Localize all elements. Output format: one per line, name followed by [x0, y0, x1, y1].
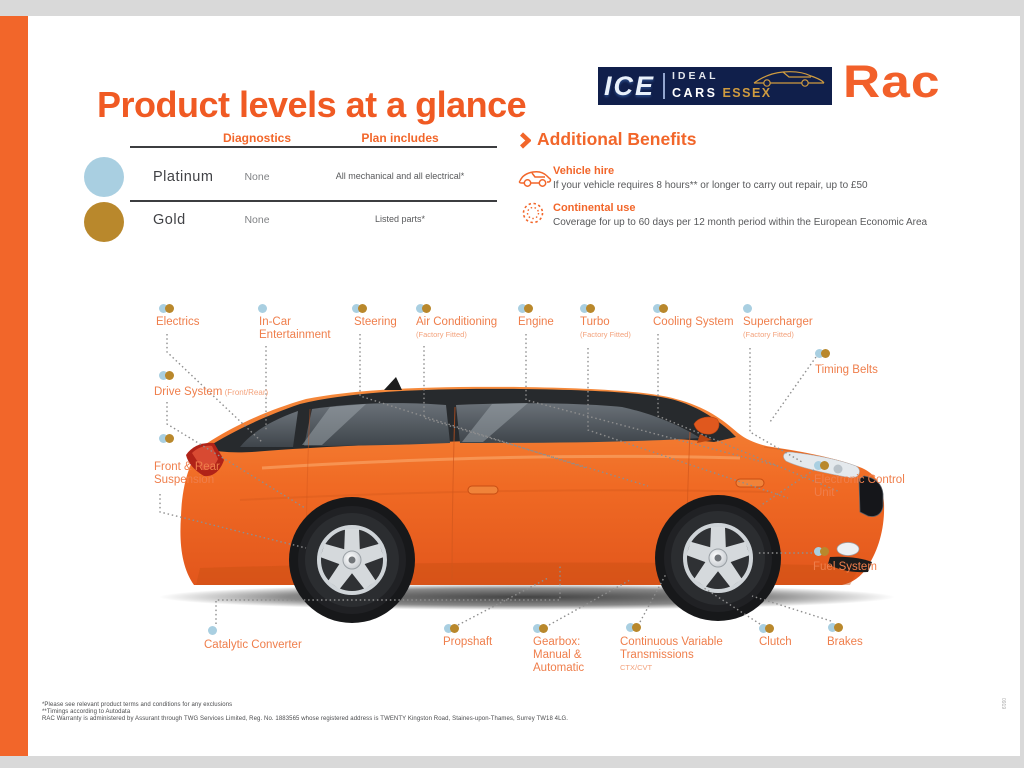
- benefit-title-continental-use: Continental use: [553, 202, 636, 214]
- part-name: Supercharger: [743, 316, 813, 328]
- part-label-timing-belts: [815, 364, 905, 377]
- part-label-electrics: [156, 316, 246, 329]
- part-sub-label: (Factory Fitted): [416, 330, 467, 339]
- part-sub-label: (Factory Fitted): [743, 330, 794, 339]
- rac-logo: Rac: [843, 57, 941, 107]
- chevron-right-icon: [519, 132, 531, 149]
- part-label-front-rear-suspension: [154, 461, 254, 487]
- door-handle-rear: [468, 486, 498, 494]
- table-rule: [130, 146, 497, 148]
- part-name: Fuel System: [813, 561, 877, 573]
- gold-dot: [165, 371, 174, 380]
- part-label-catalytic-converter: [204, 639, 344, 652]
- leader-line-timing-belts: [770, 357, 816, 422]
- diagnostics-value: None: [244, 214, 270, 226]
- part-name: In-Car Entertainment: [259, 316, 331, 341]
- part-name: Electrics: [156, 316, 200, 328]
- part-name: Front & Rear Suspension: [154, 461, 220, 486]
- page-title: Product levels at a glance: [97, 84, 527, 126]
- part-label-cooling-system: [653, 316, 748, 329]
- gold-dot: [820, 461, 829, 470]
- plan-includes-value: All mechanical and all electrical*: [335, 171, 465, 181]
- part-label-drive-system: [154, 386, 324, 399]
- table-rule: [130, 200, 497, 202]
- level-name: Platinum: [153, 169, 214, 185]
- gold-car-outline-icon: [752, 69, 826, 87]
- part-name: Catalytic Converter: [204, 639, 302, 651]
- part-name: Timing Belts: [815, 364, 878, 376]
- part-label-in-car-entertainment: [259, 316, 351, 342]
- fog-lamp: [837, 543, 859, 556]
- part-label-gearbox-manual-automatic: [533, 636, 605, 675]
- part-name: Air Conditioning: [416, 316, 498, 328]
- part-name: Brakes: [827, 636, 863, 648]
- part-name: Continuous Variable Transmissions: [620, 636, 723, 661]
- part-name: Engine: [518, 316, 554, 328]
- part-name: Propshaft: [443, 636, 493, 648]
- column-header-diagnostics: Diagnostics: [222, 131, 292, 145]
- level-name: Gold: [153, 212, 186, 228]
- door-handle-front: [736, 479, 764, 487]
- part-label-brakes: [827, 636, 877, 649]
- platinum-dot: [258, 304, 267, 313]
- gold-dot: [165, 304, 174, 313]
- part-label-steering: [354, 316, 424, 329]
- ice-ideal-cars-essex-logo: [598, 67, 832, 105]
- platinum-level-circle: [84, 157, 124, 197]
- benefits-title: Additional Benefits: [537, 129, 697, 149]
- gold-dot: [586, 304, 595, 313]
- part-sub-label: (Front/Rear): [222, 388, 269, 397]
- part-label-air-conditioning: [416, 316, 526, 339]
- footer-line: RAC Warranty is administered by Assurant through TWG Services Limited, Reg. No. 1883565 whose registered address is TWENTY Kingston Road, Staines-upon-Thames, Surrey TW18 4LG.: [42, 716, 569, 722]
- benefit-title-vehicle-hire: Vehicle hire: [553, 165, 615, 177]
- gold-dot: [524, 304, 533, 313]
- part-label-propshaft: [443, 636, 513, 649]
- logo-divider: [663, 73, 665, 99]
- footer-line: *Please see relevant product terms and conditions for any exclusions: [42, 702, 233, 708]
- gold-dot: [765, 624, 774, 633]
- part-label-engine: [518, 316, 578, 329]
- gold-dot: [834, 623, 843, 632]
- part-label-electronic-control-unit: [814, 474, 919, 500]
- gold-level-circle: [84, 202, 124, 242]
- continental-dotted-circle-icon: [521, 201, 545, 225]
- part-name: Turbo: [580, 316, 610, 328]
- platinum-dot: [208, 626, 217, 635]
- front-wheel: [664, 504, 772, 612]
- gold-dot: [165, 434, 174, 443]
- part-sub-label: (Factory Fitted): [580, 330, 631, 339]
- gold-dot: [539, 624, 548, 633]
- plan-includes-value: Listed parts*: [374, 214, 426, 224]
- gold-dot: [659, 304, 668, 313]
- part-name: Steering: [354, 316, 397, 328]
- essex-text: ESSEX: [722, 85, 772, 100]
- gold-dot: [820, 547, 829, 556]
- vehicle-hire-car-icon: [518, 167, 552, 189]
- cars-text: CARS: [672, 85, 718, 100]
- gold-dot: [821, 349, 830, 358]
- part-label-fuel-system: [813, 561, 903, 574]
- part-label-clutch: [759, 636, 809, 649]
- footer-line: **Timings according to Autodata: [42, 709, 131, 715]
- part-name: Cooling System: [653, 316, 734, 328]
- part-name: Drive System: [154, 386, 223, 398]
- gold-dot: [422, 304, 431, 313]
- ideal-text: IDEAL: [672, 70, 719, 83]
- part-sub-label: CTX/CVT: [620, 663, 653, 672]
- gold-dot: [358, 304, 367, 313]
- print-reference-code: 0919: [1000, 698, 1006, 710]
- part-label-supercharger: [743, 316, 833, 339]
- gold-dot: [450, 624, 459, 633]
- gold-dot: [632, 623, 641, 632]
- part-label-continuous-variable-transmissions: [620, 636, 736, 672]
- rear-wheel: [298, 506, 406, 614]
- diagnostics-value: None: [244, 171, 270, 183]
- benefit-text-vehicle-hire: If your vehicle requires 8 hours** or longer to carry out repair, up to £50: [553, 180, 868, 191]
- benefit-text-continental-use: Coverage for up to 60 days per 12 month period within the European Economic Area: [553, 217, 928, 228]
- column-header-plan-includes: Plan includes: [361, 131, 439, 145]
- part-name: Clutch: [759, 636, 792, 648]
- part-name: Gearbox: Manual & Automatic: [533, 636, 585, 674]
- part-label-turbo: [580, 316, 650, 339]
- ice-logo-text: ICE: [604, 70, 656, 101]
- platinum-dot: [743, 304, 752, 313]
- part-name: Electronic Control Unit: [814, 474, 905, 499]
